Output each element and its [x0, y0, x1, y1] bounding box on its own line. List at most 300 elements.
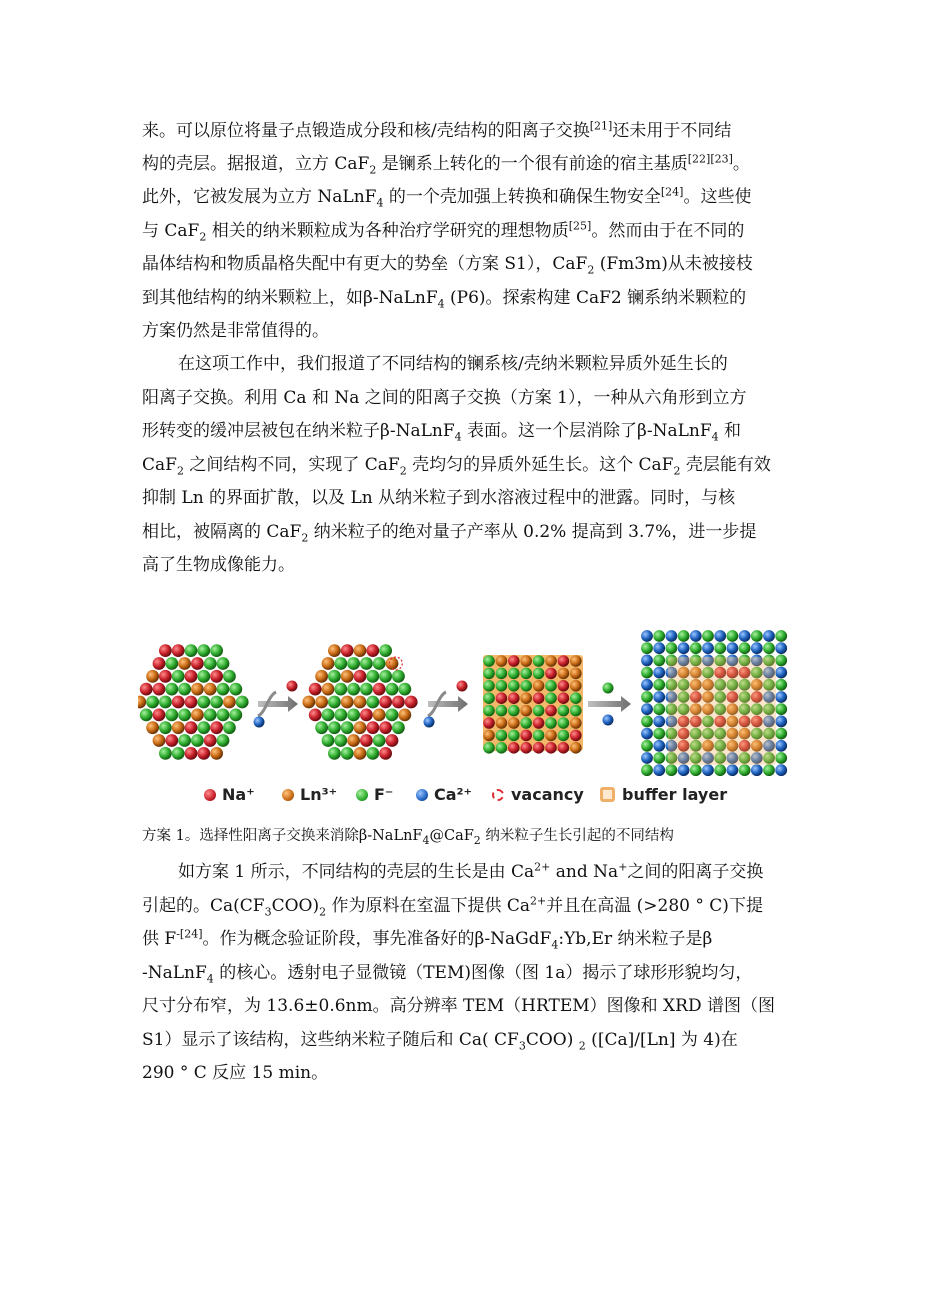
ln-ion	[508, 717, 520, 729]
f-ion	[392, 670, 405, 683]
ln-ion	[322, 657, 335, 670]
na-ion	[153, 657, 166, 670]
f-ion	[653, 679, 665, 691]
f-ion	[204, 708, 217, 721]
ca-ion	[653, 764, 665, 776]
f-ion	[146, 696, 159, 709]
ln-ion	[347, 734, 360, 747]
ln-ion	[328, 644, 341, 657]
f-ion	[165, 683, 178, 696]
f-ion	[520, 717, 532, 729]
f-ion	[217, 683, 230, 696]
na-ion	[366, 644, 379, 657]
f-ion	[508, 668, 520, 680]
na-ion	[191, 657, 204, 670]
text-line: 晶体结构和物质晶格失配中有更大的势垒（方案 S1），CaF$_2$ (Fm3m)从未被接枝	[142, 254, 753, 277]
na-ion	[354, 670, 367, 683]
f-ion	[341, 721, 354, 734]
ln-ion	[153, 734, 166, 747]
f-ion	[229, 708, 242, 721]
text-line: 形转变的缓冲层被包在纳米粒子β-NaLnF$_4$ 表面。这一个层消除了β-NaLnF$_4$ 和	[142, 421, 742, 444]
f-ion	[360, 657, 373, 670]
f-ion	[328, 696, 341, 709]
ln-ion	[570, 717, 582, 729]
f-ion	[496, 730, 508, 742]
f-ion	[751, 630, 763, 642]
f-ion	[172, 747, 185, 760]
f-ion	[328, 721, 341, 734]
f-ion	[334, 734, 347, 747]
f-ion	[763, 764, 775, 776]
na-ion	[496, 692, 508, 704]
f-ion	[178, 708, 191, 721]
f-ion	[545, 680, 557, 692]
text-line: 此外，它被发展为立方 NaLnF$_4$ 的一个壳加强上转换和确保生物安全[24]。这些使	[142, 185, 752, 210]
na-ion	[533, 717, 545, 729]
legend-vacancy	[492, 785, 584, 804]
na-ion	[159, 644, 172, 657]
ln-ion	[496, 655, 508, 667]
f-ion	[191, 734, 204, 747]
hexagonal-core-particle	[138, 644, 249, 760]
f-ion	[545, 692, 557, 704]
ln-ion	[354, 721, 367, 734]
scheme-caption: 方案 1。选择性阳离子交换来消除β-NaLnF$_4$@CaF$_2$ 纳米粒子生长引起的不同结构	[142, 828, 674, 847]
f-ion	[666, 642, 678, 654]
ca-ion	[702, 764, 714, 776]
ca-ion	[666, 630, 678, 642]
legend-label: Ca²⁺	[434, 785, 472, 804]
f-ion	[496, 668, 508, 680]
ln-ion	[354, 696, 367, 709]
ca-ion	[714, 630, 726, 642]
f-ion	[558, 717, 570, 729]
na-ion	[210, 721, 223, 734]
text-line: 相比，被隔离的 CaF$_2$ 纳米粒子的绝对量子产率从 0.2% 提高到 3.7%，进一步提	[142, 522, 757, 545]
f-ion	[483, 655, 495, 667]
ln-ion-icon	[282, 789, 294, 801]
f-ion	[197, 721, 210, 734]
f-ion	[217, 734, 230, 747]
f-ion	[223, 670, 236, 683]
f-ion	[347, 683, 360, 696]
f-ion	[545, 717, 557, 729]
ca-ion	[775, 716, 787, 728]
text-line: -NaLnF$_4$ 的核心。透射电子显微镜（TEM)图像（图 1a）揭示了球形形貌均匀，	[142, 963, 753, 986]
legend-ln	[282, 785, 337, 804]
ln-ion	[315, 696, 328, 709]
f-ion	[229, 683, 242, 696]
f-ion	[386, 708, 399, 721]
f-ion	[386, 683, 399, 696]
ca-ion	[775, 691, 787, 703]
legend-f	[356, 785, 393, 804]
f-ion	[159, 747, 172, 760]
f-ion	[483, 705, 495, 717]
ln-ion	[172, 721, 185, 734]
f-ion	[217, 657, 230, 670]
f-ion	[197, 696, 210, 709]
f-ion	[641, 667, 653, 679]
f-ion	[341, 747, 354, 760]
f-ion	[570, 705, 582, 717]
f-ion	[520, 680, 532, 692]
f-ion	[690, 764, 702, 776]
ca-ion	[653, 740, 665, 752]
ln-ion	[146, 670, 159, 683]
na-ion	[172, 696, 185, 709]
f-ion	[739, 642, 751, 654]
text-line: 高了生物成像能力。	[142, 555, 295, 575]
na-ion	[508, 692, 520, 704]
f-ion	[533, 705, 545, 717]
f-ion	[666, 764, 678, 776]
ln-ion	[204, 683, 217, 696]
na-ion	[545, 705, 557, 717]
na-ion	[379, 747, 392, 760]
text-line: 来。可以原位将量子点锻造成分段和核/壳结构的阳离子交换[21]还未用于不同结	[142, 119, 732, 141]
f-ion	[172, 670, 185, 683]
ln-ion	[373, 708, 386, 721]
f-ion	[217, 708, 230, 721]
f-ion	[653, 728, 665, 740]
na-ion	[360, 734, 373, 747]
ln-ion	[354, 747, 367, 760]
na-ion	[558, 692, 570, 704]
text-line: 290 ° C 反应 15 min。	[142, 1063, 329, 1083]
legend-ca	[416, 785, 472, 804]
f-ion	[373, 657, 386, 670]
legend-label: F⁻	[374, 785, 394, 804]
f-ion	[775, 630, 787, 642]
na-ion	[366, 721, 379, 734]
core-shell-cubic-particle	[641, 630, 787, 776]
legend-label: Ln³⁺	[300, 785, 338, 804]
ln-ion	[191, 708, 204, 721]
ln-ion	[341, 670, 354, 683]
vacancy-icon	[492, 789, 504, 801]
f-ion	[483, 680, 495, 692]
f-ion	[508, 705, 520, 717]
f-ion	[197, 644, 210, 657]
f-ion	[496, 705, 508, 717]
ca-ion	[775, 642, 787, 654]
f-ion	[210, 644, 223, 657]
ln-ion	[138, 696, 146, 709]
f-ion	[236, 696, 249, 709]
text-line: 如方案 1 所示，不同结构的壳层的生长是由 $Ca^{2+}$ and Na+之间的阳离子交换	[178, 860, 764, 882]
f-ion	[641, 764, 653, 776]
f-ion	[373, 734, 386, 747]
ln-ion	[210, 747, 223, 760]
na-ion	[457, 681, 468, 692]
f-ion	[360, 683, 373, 696]
f-ion	[322, 734, 335, 747]
f-ion	[483, 742, 495, 754]
f-ion	[398, 683, 411, 696]
ca-ion	[641, 655, 653, 667]
ca-ion	[641, 630, 653, 642]
f-ion	[392, 721, 405, 734]
ca-ion	[727, 642, 739, 654]
na-ion	[165, 734, 178, 747]
f-ion	[533, 668, 545, 680]
f-ion	[714, 642, 726, 654]
legend-label: Na⁺	[222, 785, 255, 804]
f-ion	[366, 670, 379, 683]
f-ion	[178, 683, 191, 696]
ln-ion	[520, 655, 532, 667]
f-ion	[508, 680, 520, 692]
ln-ion	[520, 692, 532, 704]
ln-ion	[178, 657, 191, 670]
na-ion	[379, 696, 392, 709]
f-ion	[653, 752, 665, 764]
na-ion	[341, 644, 354, 657]
f-ion	[366, 747, 379, 760]
ca-ion	[751, 642, 763, 654]
na-ion	[185, 747, 198, 760]
ca-ion	[739, 630, 751, 642]
f-ion	[483, 692, 495, 704]
legend-label: buffer layer	[622, 785, 728, 804]
legend-na	[204, 785, 255, 804]
na-ion	[558, 680, 570, 692]
f-ion	[533, 655, 545, 667]
na-ion	[360, 708, 373, 721]
ca-ion	[653, 667, 665, 679]
f-ion	[334, 657, 347, 670]
f-ion	[366, 696, 379, 709]
na-ion	[185, 696, 198, 709]
f-ion	[533, 730, 545, 742]
f-ion	[641, 740, 653, 752]
f-ion	[223, 721, 236, 734]
f-ion	[653, 630, 665, 642]
ln-ion	[558, 668, 570, 680]
text-line: 与 CaF$_2$ 相关的纳米颗粒成为各种治疗学研究的理想物质[25]。然而由于在不同的	[142, 219, 745, 244]
f-ion	[775, 728, 787, 740]
f-ion	[653, 703, 665, 715]
ln-ion	[354, 644, 367, 657]
ca-ion	[702, 642, 714, 654]
text-line: 引起的。$Ca(CF_3COO)_2$ 作为原料在室温下提供 $Ca^{2+}$并且在高温 (>280 ° C)下提	[142, 894, 763, 919]
f-ion	[334, 708, 347, 721]
text-line: 方案仍然是非常值得的。	[142, 321, 329, 341]
f-ion	[496, 680, 508, 692]
ca-ion	[254, 717, 265, 728]
ca-ion	[641, 728, 653, 740]
ca-ion	[653, 716, 665, 728]
f-ion	[678, 630, 690, 642]
text-line: 到其他结构的纳米颗粒上，如β-NaLnF$_4$ (P6)。探索构建 CaF2 镧系纳米颗粒的	[142, 288, 747, 311]
na-ion	[159, 670, 172, 683]
f-ion	[159, 696, 172, 709]
buffer-layer	[668, 657, 776, 765]
f-ion	[603, 683, 614, 694]
f-ion	[379, 670, 392, 683]
buffer-layer-icon	[600, 787, 615, 802]
f-ion	[508, 730, 520, 742]
ln-ion	[545, 730, 557, 742]
ca-ion	[653, 642, 665, 654]
f-ion	[775, 655, 787, 667]
f-ion	[328, 670, 341, 683]
f-ion	[347, 708, 360, 721]
ca-ion	[690, 630, 702, 642]
f-ion	[558, 730, 570, 742]
f-ion	[775, 752, 787, 764]
ln-ion	[223, 696, 236, 709]
text-line: 抑制 Ln 的界面扩散，以及 Ln 从纳米粒子到水溶液过程中的泄露。同时，与核	[142, 488, 736, 508]
na-ion	[392, 696, 405, 709]
ca-ion-icon	[416, 789, 428, 801]
na-ion	[508, 742, 520, 754]
ca-ion	[641, 703, 653, 715]
f-ion	[727, 630, 739, 642]
na-ion	[140, 683, 153, 696]
ca-ion	[763, 630, 775, 642]
na-ion	[545, 668, 557, 680]
na-ion	[153, 683, 166, 696]
ca-ion	[678, 764, 690, 776]
f-ion	[322, 708, 335, 721]
f-ion	[328, 747, 341, 760]
na-ion	[309, 708, 322, 721]
legend-label: vacancy	[511, 785, 584, 804]
ln-ion	[520, 705, 532, 717]
ln-ion	[302, 696, 315, 709]
f-ion	[739, 764, 751, 776]
f-ion	[558, 705, 570, 717]
ln-ion	[570, 680, 582, 692]
text-line: 供 $F^{-[24]}$。作为概念验证阶段，事先准备好的β-NaGdF$_4$:Yb,Er 纳米粒子是β	[142, 927, 713, 952]
f-ion	[159, 721, 172, 734]
ln-ion	[570, 668, 582, 680]
ca-ion	[727, 764, 739, 776]
ln-ion	[483, 730, 495, 742]
f-ion	[315, 721, 328, 734]
na-ion	[558, 655, 570, 667]
f-ion	[702, 630, 714, 642]
ca-ion	[641, 679, 653, 691]
ln-ion	[315, 670, 328, 683]
f-ion	[641, 642, 653, 654]
f-ion	[165, 657, 178, 670]
f-ion	[775, 679, 787, 691]
f-ion	[178, 734, 191, 747]
ln-ion	[322, 683, 335, 696]
f-ion	[347, 657, 360, 670]
na-ion	[309, 683, 322, 696]
ca-ion	[751, 764, 763, 776]
na-ion	[197, 747, 210, 760]
f-ion	[775, 703, 787, 715]
ln-ion	[191, 683, 204, 696]
ca-ion	[775, 764, 787, 776]
ca-ion	[653, 691, 665, 703]
f-ion	[641, 691, 653, 703]
ca-ion	[424, 717, 435, 728]
f-ion	[185, 644, 198, 657]
na-ion	[483, 717, 495, 729]
na-ion	[386, 734, 399, 747]
f-ion	[379, 644, 392, 657]
ca-ion	[641, 752, 653, 764]
f-ion	[653, 655, 665, 667]
f-ion	[204, 657, 217, 670]
arrow-icon	[588, 696, 631, 712]
f-ion	[714, 764, 726, 776]
na-ion	[533, 692, 545, 704]
na-ion	[373, 683, 386, 696]
f-ion	[763, 642, 775, 654]
na-ion	[508, 655, 520, 667]
ln-ion	[533, 680, 545, 692]
text-line: 阳离子交换。利用 Ca 和 Na 之间的阳离子交换（方案 1），一种从六角形到立方	[142, 388, 747, 408]
ln-ion	[496, 717, 508, 729]
ln-ion	[570, 655, 582, 667]
text-line: CaF$_2$ 之间结构不同，实现了 CaF$_2$ 壳均匀的异质外延生长。这个 CaF$_2$ 壳层能有效	[142, 455, 771, 478]
text-line: 构的壳层。据报道，立方 CaF$_2$ 是镧系上转化的一个很有前途的宿主基质[22][23]。	[142, 152, 750, 177]
f-ion-icon	[356, 789, 368, 801]
na-ion	[545, 742, 557, 754]
f-ion	[483, 668, 495, 680]
na-ion	[520, 742, 532, 754]
na-ion	[287, 681, 298, 692]
ca-ion	[603, 715, 614, 726]
f-ion	[210, 696, 223, 709]
na-ion	[533, 742, 545, 754]
ln-ion	[146, 721, 159, 734]
text-line: 尺寸分布窄，为 13.6±0.6nm。高分辨率 TEM（HRTEM）图像和 XRD 谱图（图	[142, 996, 775, 1016]
f-ion	[520, 668, 532, 680]
na-ion	[570, 730, 582, 742]
text-line: S1）显示了该结构，这些纳米粒子随后和 Ca( $CF_3COO$) $_2$ ([Ca]/[Ln] 为 4)在	[142, 1030, 738, 1053]
ca-ion	[775, 667, 787, 679]
ln-ion	[341, 696, 354, 709]
f-ion	[641, 716, 653, 728]
f-ion	[334, 683, 347, 696]
na-ion	[185, 721, 198, 734]
ln-ion	[570, 742, 582, 754]
legend-buffer	[600, 785, 727, 804]
ln-ion	[398, 708, 411, 721]
particle-with-buffer-layer	[483, 655, 583, 754]
na-ion	[405, 696, 418, 709]
na-ion	[558, 742, 570, 754]
na-ion	[185, 670, 198, 683]
na-ion	[520, 730, 532, 742]
na-ion	[379, 721, 392, 734]
na-ion	[153, 708, 166, 721]
ln-ion	[545, 655, 557, 667]
f-ion	[690, 642, 702, 654]
text-line: 在这项工作中，我们报道了不同结构的镧系核/壳纳米颗粒异质外延生长的	[178, 354, 728, 374]
f-ion	[140, 708, 153, 721]
ca-ion	[775, 740, 787, 752]
na-ion	[172, 644, 185, 657]
na-ion-icon	[204, 789, 216, 801]
hexagonal-particle-with-vacancies	[302, 644, 417, 760]
f-ion	[570, 692, 582, 704]
na-ion	[210, 670, 223, 683]
f-ion	[165, 708, 178, 721]
f-ion	[496, 742, 508, 754]
na-ion	[204, 734, 217, 747]
scheme-1-figure	[138, 628, 790, 776]
ca-ion	[678, 642, 690, 654]
